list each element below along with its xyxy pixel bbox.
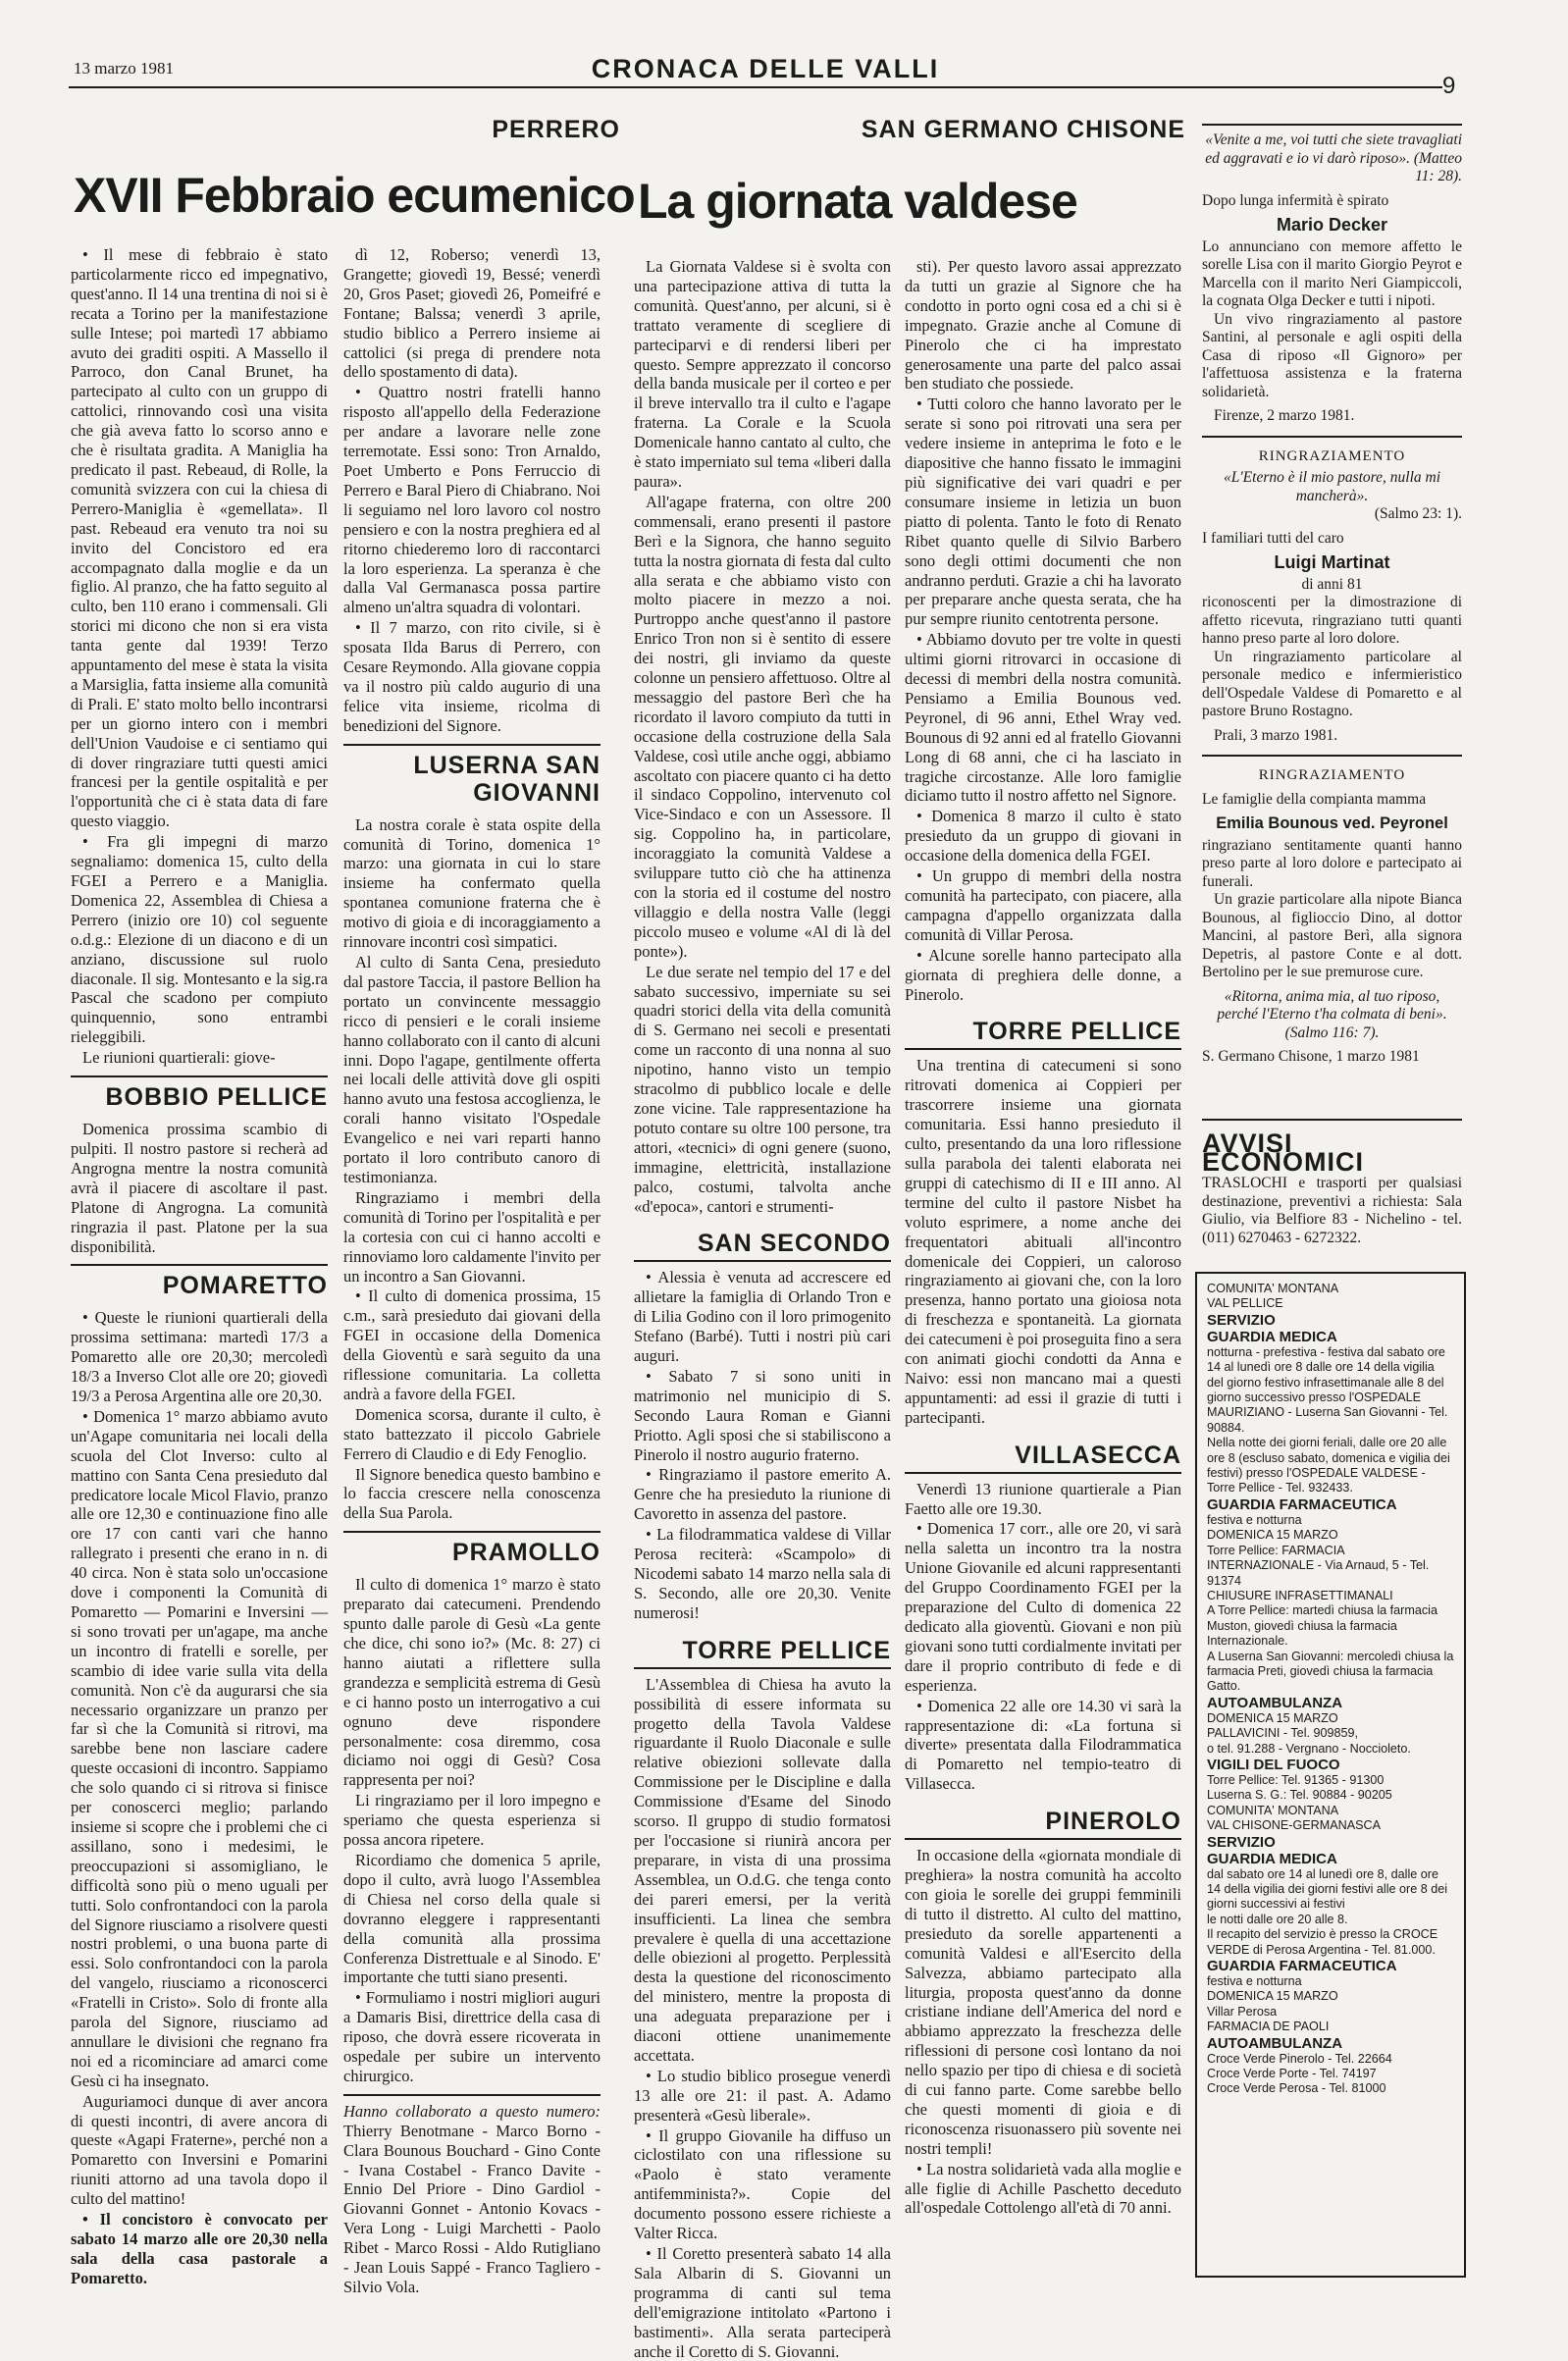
- paragraph: • Fra gli impegni di marzo segnaliamo: domenica 15, culto della FGEI a Perrero e a Maniglia. Domenica 22, Assemblea di Chiesa a Perrero (inizio ore 10) col seguente o.d.g.: Elezione di un diacono e di un anziano, discussione sul ruolo diaconale. Il sig. Montesanto e la sig.ra Pascal che scadono per compiuto quinquennio, sono entrambi rieleggibili.: [71, 832, 328, 1047]
- paragraph: Il Signore benedica questo bambino e lo faccia crescere nella conoscenza della Sua Parola.: [343, 1464, 601, 1523]
- paragraph: • La filodrammatica valdese di Villar Perosa reciterà: «Scampolo» di Nicodemi sabato 14 marzo nella sala di S. Secondo, alle ore 20,30. Venite numerosi!: [634, 1525, 891, 1622]
- martinat-sign: Prali, 3 marzo 1981.: [1214, 726, 1338, 744]
- decker-sign: Firenze, 2 marzo 1981.: [1214, 407, 1355, 424]
- paragraph: • Il concistoro è convocato per sabato 14 marzo alle ore 20,30 nella sala della casa pastorale a Pomaretto.: [71, 2210, 328, 2287]
- ringraziamento-header-2: RINGRAZIAMENTO: [1258, 767, 1406, 783]
- paragraph: • La nostra solidarietà vada alla moglie e alle figlie di Achille Paschetto deceduto all'ospedale Cottolengo all'età di 70 anni.: [905, 2159, 1181, 2218]
- service-heading: SERVIZIO: [1207, 1311, 1276, 1329]
- service-line: PALLAVICINI - Tel. 909859,: [1207, 1726, 1359, 1741]
- quote-salmo-116: «Ritorna, anima mia, al tuo riposo, perché l'Eterno t'ha colmata di beni». (Salmo 116: 7).: [1217, 987, 1447, 1041]
- service-line: DOMENICA 15 MARZO: [1207, 1989, 1338, 2004]
- paragraph: • Alessia è venuta ad accrescere ed allietare la famiglia di Orlando Tron e di Lilia Godino con il loro primogenito Stefano (Barbé). Tutti i nostri più cari auguri.: [634, 1268, 891, 1366]
- service-heading: GUARDIA MEDICA: [1207, 1850, 1337, 1867]
- location-san-germano: SAN GERMANO CHISONE: [861, 116, 1185, 143]
- service-line: COMUNITA' MONTANA: [1207, 1803, 1339, 1817]
- ringraziamento-header-1: RINGRAZIAMENTO: [1258, 447, 1406, 464]
- service-line: VAL CHISONE-GERMANASCA: [1207, 1818, 1382, 1833]
- martinat-age: di anni 81: [1301, 575, 1363, 593]
- paragraph: La nostra corale è stata ospite della comunità di Torino, domenica 1° marzo: una giornata in cui lo stare insieme ha confermato quella spontanea comunione fraterna che è motivo di gioia e di incoraggiamento a rinnovare incontri così simpatici.: [343, 814, 601, 952]
- service-line: Villar Perosa: [1207, 2004, 1278, 2019]
- section-title-pomaretto: POMARETTO: [71, 1264, 328, 1302]
- martinat-name: Luigi Martinat: [1274, 552, 1390, 572]
- perrero-body-1: [71, 245, 328, 1068]
- paragraph: • Domenica 22 alle ore 14.30 vi sarà la rappresentazione di: «La fortuna si diverte» presentata dalla Filodrammatica di Pomaretto nel tempio-teatro di Villasecca.: [905, 1696, 1181, 1794]
- paragraph: Li ringraziamo per il loro impegno e speriamo che questa esperienza si possa ancora ripetere.: [343, 1791, 601, 1850]
- paragraph: • Domenica 1° marzo abbiamo avuto un'Agape comunitaria nei locali della scuola del Clot Inverso: culto al mattino con Santa Cena presieduto dal predicatore locale Micol Flavio, pranzo alle ore 12,30 e continuazione fino alle ore 17 con canti vari che hanno rallegrato i presenti che erano in n. di 40 circa. Non è stata solo un'occasione dove i componenti la Comunità di Pomaretto — Pomarini e Inversini — si sono trovati per un'agape, ma anche un incontro di fratelli e sorelle, per scambio di idee varie sulla vita della comunità. Non c'è da augurarsi che sia necessario organizzare un pranzo per far sì che la Comunità si ritrovi, ma sarebbe bene non lasciare cadere queste occasioni di incontro. Sappiamo che solo quando ci si ritrova si finisce per conoscerci meglio; parlando insieme si scopre che i problemi che ci assillano, sono i medesimi, le preoccupazioni si assomigliano, le difficoltà sono più o meno uguali per tutti. Solo confrontandoci con la parola del Signore riusciamo a risolvere questi nostri problemi, o una buona parte di essi. Solo confrontandoci con la parola del vangelo, riusciamo a riconoscerci «Fratelli in Cristo». Solo di fronte alla parola del Signore, riusciamo ad annullare le divisioni che regnano fra noi ed a ricominciare ad amarci come Gesù ci ha insegnato.: [71, 1406, 328, 2090]
- service-line: Luserna S. G.: Tel. 90884 - 90205: [1207, 1788, 1392, 1803]
- paragraph: Una trentina di catecumeni si sono ritrovati domenica ai Coppieri per trascorrere insieme una giornata comunitaria. Essi hanno presieduto il culto, presentando da una loro riflessione sulla parabola dei talenti elaborata nei gruppi di catechismo di II e III anno. Al termine del culto il pastore Nisbet ha voluto esprimere, a nome anche dei frequentatori abituali all'incontro domenicale dei Coppieri, un caloroso ringraziamento ai giovani che, con la loro presenza, hanno portato una gioiosa nota di freschezza e spontaneità. La giornata dei catecumeni è poi proseguita fino a sera con animati giochi condotti da Anna e Naivo: essi non mancano mai a questi appuntamenti: ad essi il grazie di tutti i partecipanti.: [905, 1056, 1181, 1427]
- column-3: [634, 257, 891, 2361]
- classifieds-section: [1202, 1119, 1462, 1266]
- service-line: o tel. 91.288 - Vergnano - Noccioleto.: [1207, 1741, 1411, 1756]
- contributors-credits: [343, 2094, 601, 2297]
- page-number: 9: [1442, 73, 1456, 99]
- paragraph: Le due serate nel tempio del 17 e del sabato successivo, imperniate su sei quadri storici della vita della comunità di S. Germano nei secoli e presentati come un racconto di una nonna al suo nipotino, hanno visto un tempio stracolmo di pubblico locale e delle zone vicine. Tale rappresentazione ha potuto contare su oltre 100 persone, tra attori, «tecnici» di ogni genere (suono, immagine, elettricità, installazione palco, costumi, talvolta anche «d'epoca», cantori e strumenti-: [634, 962, 891, 1216]
- emergency-services-box: [1195, 1272, 1466, 2278]
- classifieds-title: AVVISI ECONOMICI: [1202, 1128, 1365, 1177]
- newspaper-section-title: CRONACA DELLE VALLI: [591, 54, 940, 83]
- column-2: [343, 245, 601, 2296]
- paragraph: • Il mese di febbraio è stato particolarmente ricco ed impegnativo, quest'anno. Il 14 una trentina di noi si è recata a Torino per la manifestazione sulle Intese; poi martedì 17 abbiamo avuto dei graditi ospiti. A Massello il Parroco, don Canal Brunet, ha partecipato al culto con un gruppo di cattolici, rinnovando così una visita che già aveva fatto lo scorso anno e che è risultata gradita. A Maniglia ha predicato il past. Rebeaud, di Rolle, la comunità svizzera con cui la chiesa di Perrero-Maniglia è «gemellata». Il past. Rebeaud era venuto tra noi su invito del Concistoro ed era accompagnato dalla moglie e da un figlio. Al pranzo, che ha fatto seguito al culto, ben 110 erano i commensali. Gli storici mi dicono che non si era vista tanta gente dal 1939! Terzo appuntamento del mese è stata la visita a Marsiglia, fatta insieme alla comunità di Prali. E' stato molto bello incontrarsi per un giorno intero con i membri dell'Union Vaudoise e ci sentiamo qui di dover ringraziare tutti questi amici francesi per la gentile ospitalità e per l'opportunità che ci è stata data di fare questo viaggio.: [71, 245, 328, 831]
- service-line: COMUNITA' MONTANA: [1207, 1282, 1339, 1295]
- paragraph: Auguriamoci dunque di aver ancora di questi incontri, di avere ancora di queste «Agapi Fraterne», perché non a Pomaretto con Inversini e Pomarini riuniti attorno ad una tavola dopo il culto del mattino!: [71, 2091, 328, 2209]
- paragraph: Al culto di Santa Cena, presieduto dal pastore Taccia, il pastore Bellion ha portato un convincente messaggio ricco di pensieri e le corali insieme hanno collaborato con il canto di alcuni inni. Dopo l'agape, gentilmente offerta nei locali delle attività dove gli ospiti hanno avuto una festosa accoglienza, le corali hanno visitato l'Ospedale Evangelico e nei vari reparti hanno portato il loro contributo canoro di testimonianza.: [343, 953, 601, 1186]
- paragraph: In occasione della «giornata mondiale di preghiera» la nostra comunità ha accolto con gioia le sorelle dei gruppi femminili di tutto il distretto. Al culto del mattino, presieduto da sorelle appartenenti a comunità Valdesi e all'Esercito della Salvezza, abbiamo partecipato alla liturgia, proposta quest'anno da donne cristiane indiane dell'America del nord e abbiamo apprezzato la freschezza delle riflessioni di persone così lontano da noi nello spazio per tipo di chiesa e di società di cui fanno parte. Come sarebbe bello che questi momenti di gioia e di riconoscenza risuonassero più sovente nei nostri templi!: [905, 1846, 1181, 2158]
- paragraph: Venerdì 13 riunione quartierale a Pian Faetto alle ore 19.30.: [905, 1479, 1181, 1518]
- service-line: le notti dalle ore 20 alle 8.: [1207, 1912, 1348, 1926]
- service-heading: AUTOAMBULANZA: [1207, 1694, 1343, 1711]
- service-line: festiva e notturna: [1207, 1974, 1302, 1989]
- martinat-intro: I familiari tutti del caro: [1202, 529, 1344, 547]
- paragraph: • Sabato 7 si sono uniti in matrimonio nel municipio di S. Secondo Laura Roman e Gianni Priotto. Agli sposi che si stabiliscono a Pinerolo il nostro augurio fraterno.: [634, 1366, 891, 1464]
- paragraph: • Il Coretto presenterà sabato 14 alla Sala Albarin di S. Giovanni un programma di canti sul tema dell'emigrazione intitolato «Partono i bastimenti». Alla serata parteciperà anche il Coretto di S. Giovanni.: [634, 2244, 891, 2361]
- paragraph: Le riunioni quartierali: giove-: [82, 1048, 276, 1068]
- paragraph: • Ringraziamo il pastore emerito A. Genre che ha presieduto la riunione di Cavoretto in assenza del pastore.: [634, 1465, 891, 1524]
- paragraph: • Il gruppo Giovanile ha diffuso un ciclostilato con una riflessione su «Paolo è stato veramente antifemminista?». Copie del documento possono essere richieste a Valter Ricca.: [634, 2125, 891, 2243]
- bounous-thanks: Un grazie particolare alla nipote Bianca Bounous, al figlioccio Dino, al dottor Mancini, al pastore Berì, alla signora Depetris, al pastore Conte e al dott. Bertolino per le sue premurose cure.: [1202, 891, 1462, 980]
- paragraph: La Giornata Valdese si è svolta con una partecipazione attiva di tutta la comunità. Quest'anno, per alcuni, si è trattato veramente di scegliere di parteciparvi e di rendersi liberi per questo. Sempre apprezzato il concorso della banda musicale per il corteo e per il breve intervallo tra il culto e l'agape fraterna. La Corale e la Scuola Domenicale hanno cantato al culto, che è stato imperniato sul tema «liberi dalla paura».: [634, 257, 891, 491]
- bounous-sign: S. Germano Chisone, 1 marzo 1981: [1202, 1048, 1420, 1065]
- column-1: [71, 245, 328, 2296]
- service-heading: AUTOAMBULANZA: [1207, 2034, 1343, 2052]
- bounous-intro: Le famiglie della compianta mamma: [1202, 790, 1427, 808]
- service-heading: GUARDIA MEDICA: [1207, 1328, 1337, 1345]
- section-title-san-secondo: SAN SECONDO: [634, 1224, 891, 1262]
- service-line: Nella notte dei giorni feriali, dalle ore 20 alle ore 8 (escluso sabato, domenica e vigilia dei festivi) presso l'OSPEDALE VALDESE - Torre Pellice - Tel. 932433.: [1207, 1436, 1450, 1495]
- header-rule: [69, 86, 1442, 88]
- headline-febbraio: XVII Febbraio ecumenico: [74, 168, 635, 223]
- paragraph: Ricordiamo che domenica 5 aprile, dopo il culto, avrà luogo l'Assemblea di Chiesa nel corso della quale si dovranno eleggere i rappresentanti della comunità alla prossima Conferenza Distrettuale e al Sinodo. E' importante che tutti siano presenti.: [343, 1850, 601, 1987]
- service-line: DOMENICA 15 MARZO: [1207, 1528, 1338, 1543]
- quote-matteo: «Venite a me, voi tutti che siete travagliati ed aggravati e io vi darò riposo». (Matteo 11: 28).: [1205, 131, 1462, 184]
- paragraph: • Alcune sorelle hanno partecipato alla giornata di preghiera delle donne, a Pinerolo.: [905, 945, 1181, 1004]
- service-line: VAL PELLICE: [1207, 1296, 1283, 1311]
- paragraph: • Un gruppo di membri della nostra comunità ha partecipato, con piacere, alla campagna d'appello organizzata dalla comunità di Villar Perosa.: [905, 866, 1181, 944]
- headline-giornata-valdese: La giornata valdese: [638, 174, 1077, 229]
- service-line: FARMACIA DE PAOLI: [1207, 2020, 1330, 2034]
- services-lines: [1207, 1282, 1454, 2097]
- paragraph: • Il 7 marzo, con rito civile, si è sposata Ilda Barus di Perrero, con Cesare Reymondo. Alla giovane coppia va il nostro più caldo augurio di una felice vita insieme, ricolma di benedizioni del Signore.: [343, 618, 601, 735]
- section-title-pramollo: PRAMOLLO: [343, 1531, 601, 1569]
- service-heading: GUARDIA FARMACEUTICA: [1207, 1958, 1397, 1975]
- service-line: Croce Verde Perosa - Tel. 81000: [1207, 2081, 1386, 2096]
- decker-text: Lo annunciano con memore affetto le sorelle Lisa con il marito Giorgio Peyrot e Marcella con il marito Neri Giampiccoli, la cognata Olga Decker e tutti i nipoti.: [1202, 237, 1462, 309]
- decker-thanks: Un vivo ringraziamento al pastore Santini, al personale e agli ospiti della Casa di riposo «Il Gignoro» per l'affettuosa assistenza e la fraterna solidarietà.: [1202, 310, 1462, 400]
- obituaries-column: [1202, 124, 1462, 1154]
- service-line: notturna - prefestiva - festiva dal sabato ore 14 al lunedì ore 8 dalle ore 14 della vigilia del giorno festivo infrasettimanale alle 8 del giorno successivo presso l'OSPEDALE MAURIZIANO - Luserna San Giovanni - Tel. 90884.: [1207, 1344, 1448, 1435]
- service-line: dal sabato ore 14 al lunedì ore 8, dalle ore 14 della vigilia dei giorni festivi alle ore 8 dei giorni successivi ai festivi: [1207, 1866, 1448, 1912]
- paragraph: dì 12, Roberso; venerdì 13, Grangette; giovedì 19, Bessé; venerdì 20, Gros Paset; giovedì 26, Pomeifré e Fontane; Balssa; venerdì 3 aprile, studio biblico a Perrero insieme ai cattolici (si prega di prendere nota dello spostamento di data).: [343, 245, 601, 382]
- divider: [1202, 436, 1462, 438]
- classifieds-text: TRASLOCHI e trasporti per qualsiasi destinazione, preventivi a richiesta: Sala Giulio, via Belfiore 83 - Nichelino - tel. (011) 6270463 - 6272322.: [1202, 1175, 1462, 1246]
- section-title-torre-pellice: TORRE PELLICE: [634, 1631, 891, 1669]
- service-heading: GUARDIA FARMACEUTICA: [1207, 1495, 1397, 1513]
- location-perrero: PERRERO: [492, 116, 620, 143]
- divider: [1202, 755, 1462, 757]
- paragraph: L'Assemblea di Chiesa ha avuto la possibilità di essere informata su progetto della Tavola Valdese riguardante il Ruolo Diaconale e sulle relative obiezioni sollevate dalla Commissione per le Discipline e dalla Commissione d'Esame del Sinodo scorso. Il gruppo di studio formatosi per l'occasione si riunirà ancora per preparare, in vista di una prossima Assemblea, un O.d.G. che tenga conto dei pareri emersi, per la verità insufficienti. La linea che sembra prevalere è quella di una accettazione delle obiezioni al progetto. Perplessità desta la questione del riconoscimento del ministero, mentre la proposta di una adeguata preparazione per i diaconi ottiene unanimemente accettata.: [634, 1674, 891, 2065]
- issue-date: 13 marzo 1981: [74, 59, 174, 78]
- credits-intro: Hanno collaborato a questo numero:: [343, 2101, 601, 2121]
- martinat-thanks: Un ringraziamento particolare al personale medico e infermieristico dell'Ospedale Valdese di Pomaretto e al pastore Bruno Rostagno.: [1202, 648, 1462, 719]
- paragraph: • Formuliamo i nostri migliori auguri a Damaris Bisi, direttrice della casa di riposo, che dovrà essere ricoverata in ospedale per subire un intervento chirurgico.: [343, 1988, 601, 2085]
- paragraph: • Abbiamo dovuto per tre volte in questi ultimi giorni ritrovarci in occasione di decessi di membri della nostra comunità. Pensiamo a Emilia Bounous ved. Peyronel, di 96 anni, Ethel Wray ved. Bounous di 92 anni ed al fratello Giovanni Long di 68 anni, che ci ha lasciato in tragiche circostanze. Alle loro famiglie diciamo tutto il nostro affetto nel Signore.: [905, 630, 1181, 806]
- service-line: Il recapito del servizio è presso la CROCE VERDE di Perosa Argentina - Tel. 81.000.: [1207, 1927, 1438, 1957]
- martinat-text: riconoscenti per la dimostrazione di affetto ricevuta, ringraziano tutti quanti hanno preso parte al loro dolore.: [1202, 594, 1462, 647]
- bobbio-text: Domenica prossima scambio di pulpiti. Il nostro pastore si recherà ad Angrogna mentre la nostra comunità avrà il piacere di ascoltare il past. Platone di Angrogna. La comunità ringrazia il past. Platone per la sua disponibilità.: [71, 1120, 328, 1256]
- section-title-torre-pellice-2: TORRE PELLICE: [905, 1012, 1181, 1050]
- paragraph: • Tutti coloro che hanno lavorato per le serate si sono poi ritrovati una sera per vedere insieme in anteprima le foto e le diapositive che hanno fissato le immagini più significative dei vari quadri e per consumare insieme in letizia un buon piatto di polenta. Tanto le foto di Renato Ribet quanto quelle di Silvio Barbero sono degli ottimi documenti che non andranno perduti. Grazie a chi ha lavorato per preparare anche questa serata, che ha pur sempre riunito centotrenta persone.: [905, 394, 1181, 629]
- section-title-bobbio: BOBBIO PELLICE: [71, 1076, 328, 1114]
- paragraph: • Queste le riunioni quartierali della prossima settimana: martedì 17/3 a Pomaretto alle ore 20,30; mercoledì 18/3 a Inverso Clot alle ore 20; giovedì 19/3 a Perosa Argentina alle ore 20,30.: [71, 1308, 328, 1406]
- section-title-villasecca: VILLASECCA: [905, 1436, 1181, 1474]
- service-heading: SERVIZIO: [1207, 1833, 1276, 1851]
- paragraph: • Domenica 17 corr., alle ore 20, vi sarà nella saletta un incontro tra la nostra Unione Giovanile ed alcuni rappresentanti del Gruppo Coordinamento FGEI per la preparazione del Culto di domenica 22 dedicato alla gioventù. Giovani e non più giovani sono tutti cordialmente invitati per dare il proprio contributo di fede e di esperienza.: [905, 1519, 1181, 1695]
- paragraph: • Domenica 8 marzo il culto è stato presieduto da un gruppo di giovani in occasione della domenica della FGEI.: [905, 807, 1181, 866]
- section-title-luserna: LUSERNA SAN GIOVANNI: [343, 744, 601, 810]
- service-heading: VIGILI DEL FUOCO: [1207, 1756, 1340, 1773]
- paragraph: • Il culto di domenica prossima, 15 c.m., sarà presieduto dai giovani della FGEI in occasione della Domenica della Gioventù e sarà seguito da una riflessione comunitaria. La colletta andrà a favore della FGEI.: [343, 1286, 601, 1403]
- service-line: festiva e notturna: [1207, 1512, 1302, 1527]
- column-4: [905, 257, 1181, 2298]
- service-line: A Torre Pellice: martedì chiusa la farmacia Muston, giovedì chiusa la farmacia Internazionale.: [1207, 1603, 1437, 1649]
- decker-name: Mario Decker: [1276, 215, 1388, 235]
- bounous-text: ringraziano sentitamente quanti hanno preso parte al loro dolore e partecipato ai funerali.: [1202, 836, 1462, 890]
- service-line: Croce Verde Porte - Tel. 74197: [1207, 2067, 1377, 2081]
- paragraph: All'agape fraterna, con oltre 200 commensali, erano presenti il pastore Berì e la Signora, che hanno seguito tutta la nostra giornata di festa dal culto alla serata e che abbiamo visto con molto piacere in mezzo a noi. Purtroppo anche quest'anno il pastore Enrico Tron non si è sentito di essere dei nostri, gli inviamo da queste colonne un pensiero affettuoso. Oltre al messaggio del pastore Berì che ha ricordato il lavoro compiuto da tutti in occasione della costruzione della Sala Valdese, così utile anche oggi, abbiamo ascoltato con piacere quanto ci ha detto il sindaco Coppolino, intervenuto col Vice-Sindaco e con un Assessore. Il sig. Coppolino ha, in particolare, incoraggiato la comunità Valdese a sviluppare tutto ciò che ha attinenza con la storia ed il costume del nostro villaggio e della nostra Valle (leggi piccolo museo e volume «Al di là del ponte»).: [634, 492, 891, 961]
- paragraph: Domenica scorsa, durante il culto, è stato battezzato il piccolo Gabriele Ferrero di Claudio e di Edy Fenoglio.: [343, 1404, 601, 1463]
- quote-salmo-23-ref: (Salmo 23: 1).: [1374, 505, 1462, 522]
- section-title-pinerolo: PINEROLO: [905, 1802, 1181, 1840]
- paragraph: • Quattro nostri fratelli hanno risposto all'appello della Federazione per andare a lavorare nelle zone terremotate. Essi sono: Tron Arnaldo, Poet Umberto e Pons Ferruccio di Perrero e Baral Piero di Chiabrano. Noi li seguiamo nel loro lavoro col nostro pensiero e con la nostra preghiera ed al ritorno chiederemo loro di raccontarci la loro esperienza. La speranza è che dalla Val Germanasca possa partire almeno un'altra squadra di volontari.: [343, 383, 601, 617]
- paragraph: sti). Per questo lavoro assai apprezzato da tutti un grazie al Signore che ha condotto in porto ogni cosa ed a chi si è impegnato. Grazie anche al Comune di Pinerolo che ci ha imprestato generosamente una parte del palco assai ben studiato che possiede.: [905, 257, 1181, 394]
- service-line: Torre Pellice: Tel. 91365 - 91300: [1207, 1772, 1385, 1787]
- service-line: A Luserna San Giovanni: mercoledì chiusa la farmacia Preti, giovedì chiusa la farmacia Gatto.: [1207, 1649, 1454, 1694]
- service-line: DOMENICA 15 MARZO: [1207, 1710, 1338, 1725]
- service-line: Torre Pellice: FARMACIA INTERNAZIONALE - Via Arnaud, 5 - Tel. 91374: [1207, 1543, 1430, 1588]
- paragraph: Ringraziamo i membri della comunità di Torino per l'ospitalità e per la cortesia con cui ci hanno accolti e rinnoviamo loro caldamente l'invito per un incontro a San Giovanni.: [343, 1187, 601, 1285]
- paragraph: Il culto di domenica 1° marzo è stato preparato dai catecumeni. Prendendo spunto dalle parole di Gesù «La gente che dice, chi sono io?» (Mc. 8: 27) ci hanno aiutati a riflettere sulla grandezza e semplicità estrema di Gesù e ci hanno posto un interrogativo a cui ognuno deve rispondere personalmente: cosa diremmo, cosa diciamo noi oggi di Gesù? Cosa rappresenta per noi?: [343, 1575, 601, 1790]
- service-line: Croce Verde Pinerolo - Tel. 22664: [1207, 2051, 1392, 2066]
- bounous-name: Emilia Bounous ved. Peyronel: [1216, 814, 1448, 832]
- quote-salmo-23: «L'Eterno è il mio pastore, nulla mi mancherà».: [1223, 469, 1441, 504]
- decker-intro: Dopo lunga infermità è spirato: [1202, 191, 1389, 209]
- credits-names: Thierry Benotmane - Marco Borno - Clara Bounous Bouchard - Gino Conte - Ivana Costabel - Franco Davite - Ennio Del Priore - Dino Gardiol - Giovanni Gonnet - Antonio Kovacs - Vera Long - Luigi Marchetti - Paolo Ribet - Marco Rossi - Aldo Rutigliano - Jean Louis Sappé - Franco Tagliero - Silvio Vola.: [343, 2121, 601, 2296]
- service-line: CHIUSURE INFRASETTIMANALI: [1207, 1588, 1393, 1602]
- paragraph: • Lo studio biblico prosegue venerdì 13 alle ore 21: il past. A. Adamo presenterà «Gesù liberale».: [634, 2066, 891, 2125]
